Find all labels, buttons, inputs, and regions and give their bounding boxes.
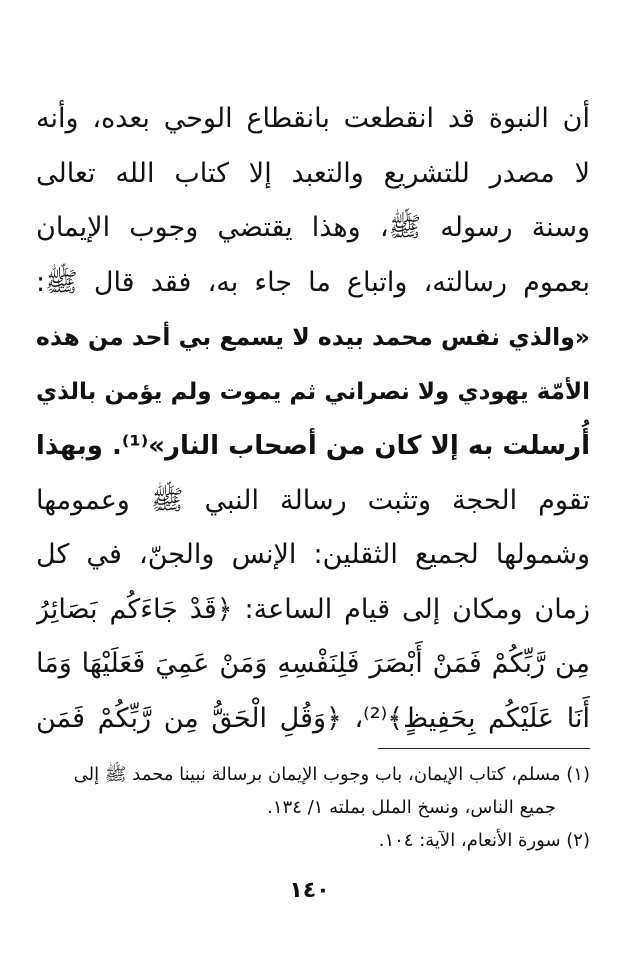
footnotes (36, 758, 590, 857)
text-line-2: لا مصدر للتشريع والتعبد إلا كتاب الله تعالى (36, 157, 590, 189)
hadith-line-1: «والذي نفس محمد بيده لا يسمع بي أحد من هذه (36, 323, 590, 351)
main-text (36, 92, 590, 746)
footnote-1-continued: جميع الناس، ونسخ الملل بملته ١/ ١٣٤. (267, 797, 556, 818)
hadith-line-3: أُرسلت به إلا كان من أصحاب النار»⁽¹⁾. وبهذا (36, 431, 590, 461)
text-line-9: وشمولها لجميع الثقلين: الإنس والجنّ، في كل (36, 539, 590, 570)
footnote-2: (٢) سورة الأنعام، الآية: ١٠٤. (378, 830, 590, 851)
text-line-4: بعموم رسالته، واتباع ما جاء به، فقد قال ﷺ: (36, 266, 590, 298)
quran-line-1: مِن رَّبِّكُمْ فَمَنْ أَبْصَرَ فَلِنَفْسِهِ وَمَنْ عَمِيَ فَعَلَيْهَا وَمَا (36, 648, 590, 679)
text-line-10: زمان ومكان إلى قيام الساعة: ﴿قَدْ جَاءَكُم بَصَائِرُ (36, 593, 590, 625)
footnote-1: (١) مسلم، كتاب الإيمان، باب وجوب الإيمان برسالة نبينا محمد ﷺ إلى (73, 764, 590, 785)
page-number: ١٤٠ (289, 878, 330, 903)
text-line-1: أن النبوة قد انقطعت بانقطاع الوحي بعده، وأنه (36, 103, 590, 134)
quran-line-2: أَنَا عَلَيْكُم بِحَفِيظٍ﴾⁽²⁾، ﴿وَقُلِ الْحَقُّ مِن رَّبِّكُمْ فَمَن (36, 702, 590, 734)
text-line-8: تقوم الحجة وتثبت رسالة النبي ﷺ وعمومها (36, 484, 590, 516)
text-line-3: وسنة رسوله ﷺ، وهذا يقتضي وجوب الإيمان (36, 212, 590, 243)
hadith-line-2: الأمّة يهودي ولا نصراني ثم يموت ولم يؤمن بالذي (36, 378, 590, 405)
footnote-separator (378, 748, 590, 749)
